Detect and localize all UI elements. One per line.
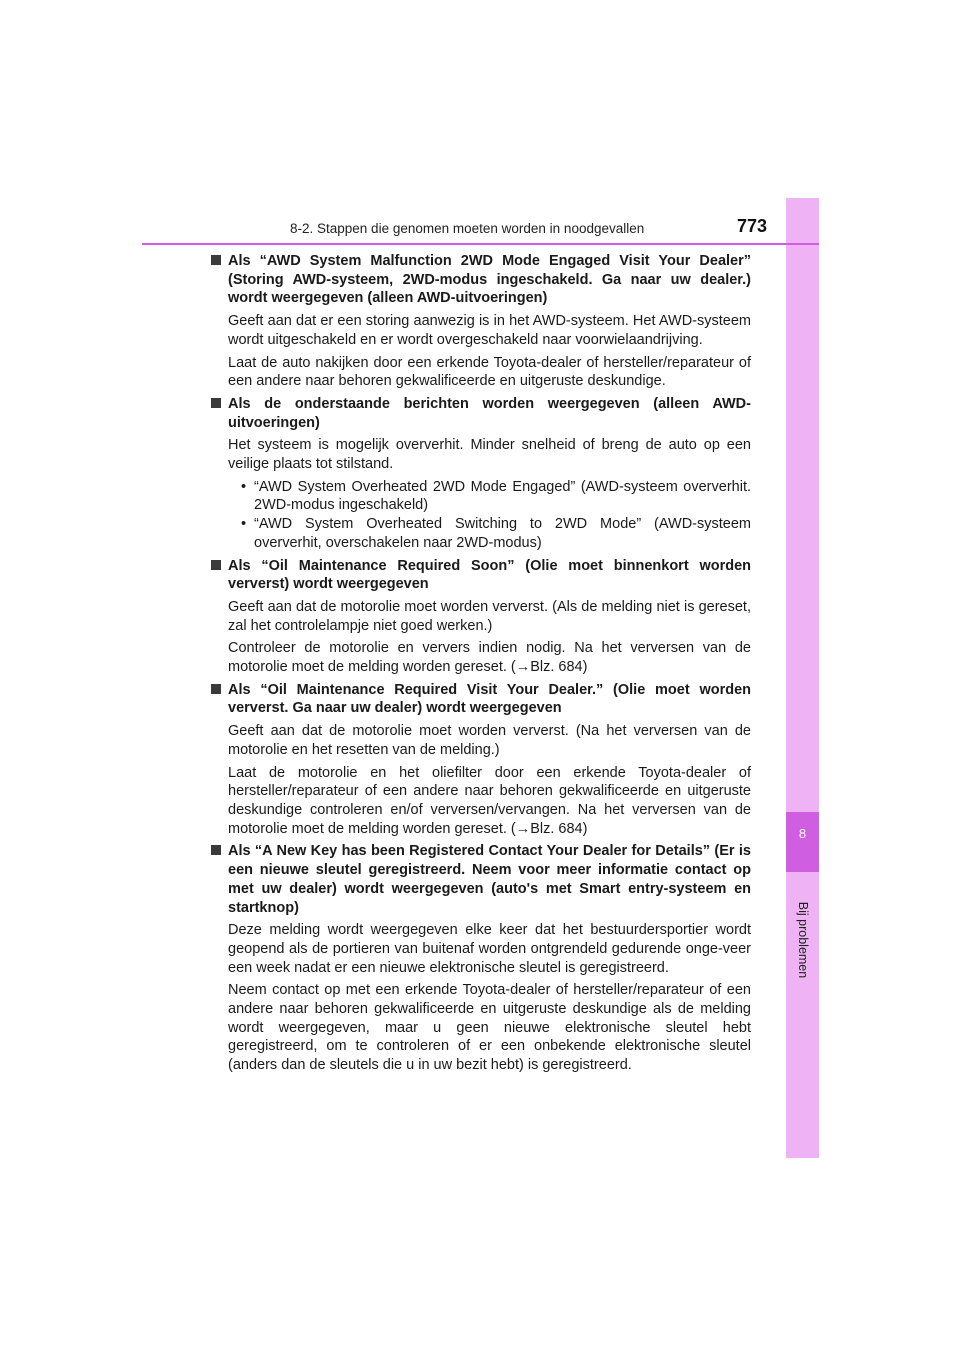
section-new-key-registered bbox=[211, 842, 751, 1074]
paragraph: Controleer de motorolie en ververs indien nodig. Na het verversen van de motorolie moet de melding worden gereset. (→Blz. 684) bbox=[228, 640, 751, 676]
section-heading: Als “AWD System Malfunction 2WD Mode Engaged Visit Your Dealer” (Storing AWD-systeem, 2WD-modus ingeschakeld. Ga naar uw dealer.) wordt weergegeven (alleen AWD-uitvoeringen) bbox=[211, 252, 751, 308]
paragraph: Het systeem is mogelijk oververhit. Minder snelheid of breng de auto op een veilige plaats tot stilstand. bbox=[228, 437, 751, 473]
section-oil-maintenance-soon bbox=[211, 557, 751, 677]
paragraph: Geeft aan dat de motorolie moet worden ververst. (Na het verversen van de motorolie en het resetten van de melding.) bbox=[228, 723, 751, 758]
section-awd-malfunction bbox=[211, 252, 751, 391]
chapter-title-text: Bij problemen bbox=[796, 901, 810, 979]
paragraph: Geeft aan dat er een storing aanwezig is in het AWD-systeem. Het AWD-systeem wordt uitgeschakeld en er wordt overgeschakeld naar voorwielaandrijving. bbox=[228, 313, 751, 348]
square-bullet-icon bbox=[211, 255, 221, 265]
bullet-icon: • bbox=[241, 478, 247, 495]
page-number: 773 bbox=[737, 216, 768, 236]
section-heading: Als “Oil Maintenance Required Visit Your Dealer.” (Olie moet worden ververst. Ga naar uw dealer) wordt weergegeven bbox=[211, 681, 751, 718]
section-oil-maintenance-dealer bbox=[211, 681, 751, 839]
paragraph: Deze melding wordt weergegeven elke keer dat het bestuurdersportier wordt geopend als de portieren van buitenaf worden ontgrendeld gedurende onge-veer een week nadat er een nieuwe elektronische sleutel is geregistreerd. bbox=[228, 922, 751, 976]
page-content bbox=[211, 252, 751, 1079]
square-bullet-icon bbox=[211, 845, 221, 855]
chapter-number-box bbox=[786, 812, 819, 872]
bullet-icon: • bbox=[241, 516, 247, 533]
square-bullet-icon bbox=[211, 398, 221, 408]
list-item: • “AWD System Overheated Switching to 2WD Mode” (AWD-systeem oververhit, overschakelen naar 2WD-modus) bbox=[241, 516, 751, 551]
paragraph: Laat de auto nakijken door een erkende Toyota-dealer of hersteller/reparateur of een andere naar behoren gekwalificeerde en uitgeruste deskundige. bbox=[228, 354, 751, 390]
square-bullet-icon bbox=[211, 684, 221, 694]
chapter-number: 8 bbox=[798, 826, 807, 841]
chapter-title-vertical bbox=[795, 895, 811, 985]
section-heading: Als “Oil Maintenance Required Soon” (Olie moet binnenkort worden ververst) wordt weergegeven bbox=[211, 557, 751, 594]
section-heading: Als “A New Key has been Registered Contact Your Dealer for Details” (Er is een nieuwe sleutel geregistreerd. Neem voor meer informatie contact op met uw dealer) wordt weergegeven (auto's met Smart entry-systeem en startknop) bbox=[211, 842, 751, 917]
list-item: • “AWD System Overheated 2WD Mode Engaged” (AWD-systeem oververhit. 2WD-modus ingeschakeld) bbox=[241, 478, 751, 514]
section-awd-overheated bbox=[211, 395, 751, 553]
square-bullet-icon bbox=[211, 560, 221, 570]
chapter-tab-strip bbox=[786, 198, 819, 1158]
header-rule bbox=[142, 243, 819, 245]
paragraph: Laat de motorolie en het oliefilter door een erkende Toyota-dealer of hersteller/reparateur of een andere naar behoren gekwalificeerde en uitgeruste deskundige controleren en/of verversen/vervangen. Na het verversen van de motorolie moet de melding worden gereset. (→Blz. 684) bbox=[228, 764, 751, 837]
paragraph: Geeft aan dat de motorolie moet worden ververst. (Als de melding niet is gereset, zal het controlelampje niet goed werken.) bbox=[228, 598, 751, 634]
section-heading: Als de onderstaande berichten worden weergegeven (alleen AWD-uitvoeringen) bbox=[211, 395, 751, 432]
section-title: 8-2. Stappen die genomen moeten worden in noodgevallen bbox=[290, 221, 645, 236]
message-list bbox=[211, 478, 751, 553]
paragraph: Neem contact op met een erkende Toyota-dealer of hersteller/reparateur of een andere naar behoren gekwalificeerde en uitgeruste deskundige als de melding wordt weergegeven, maar u geen nieuwe elektronische sleutel hebt geregistreerd, om te controleren of er een onbekende elektronische sleutel (anders dan de sleutels die u in uw bezit hebt) is geregistreerd. bbox=[228, 982, 751, 1074]
